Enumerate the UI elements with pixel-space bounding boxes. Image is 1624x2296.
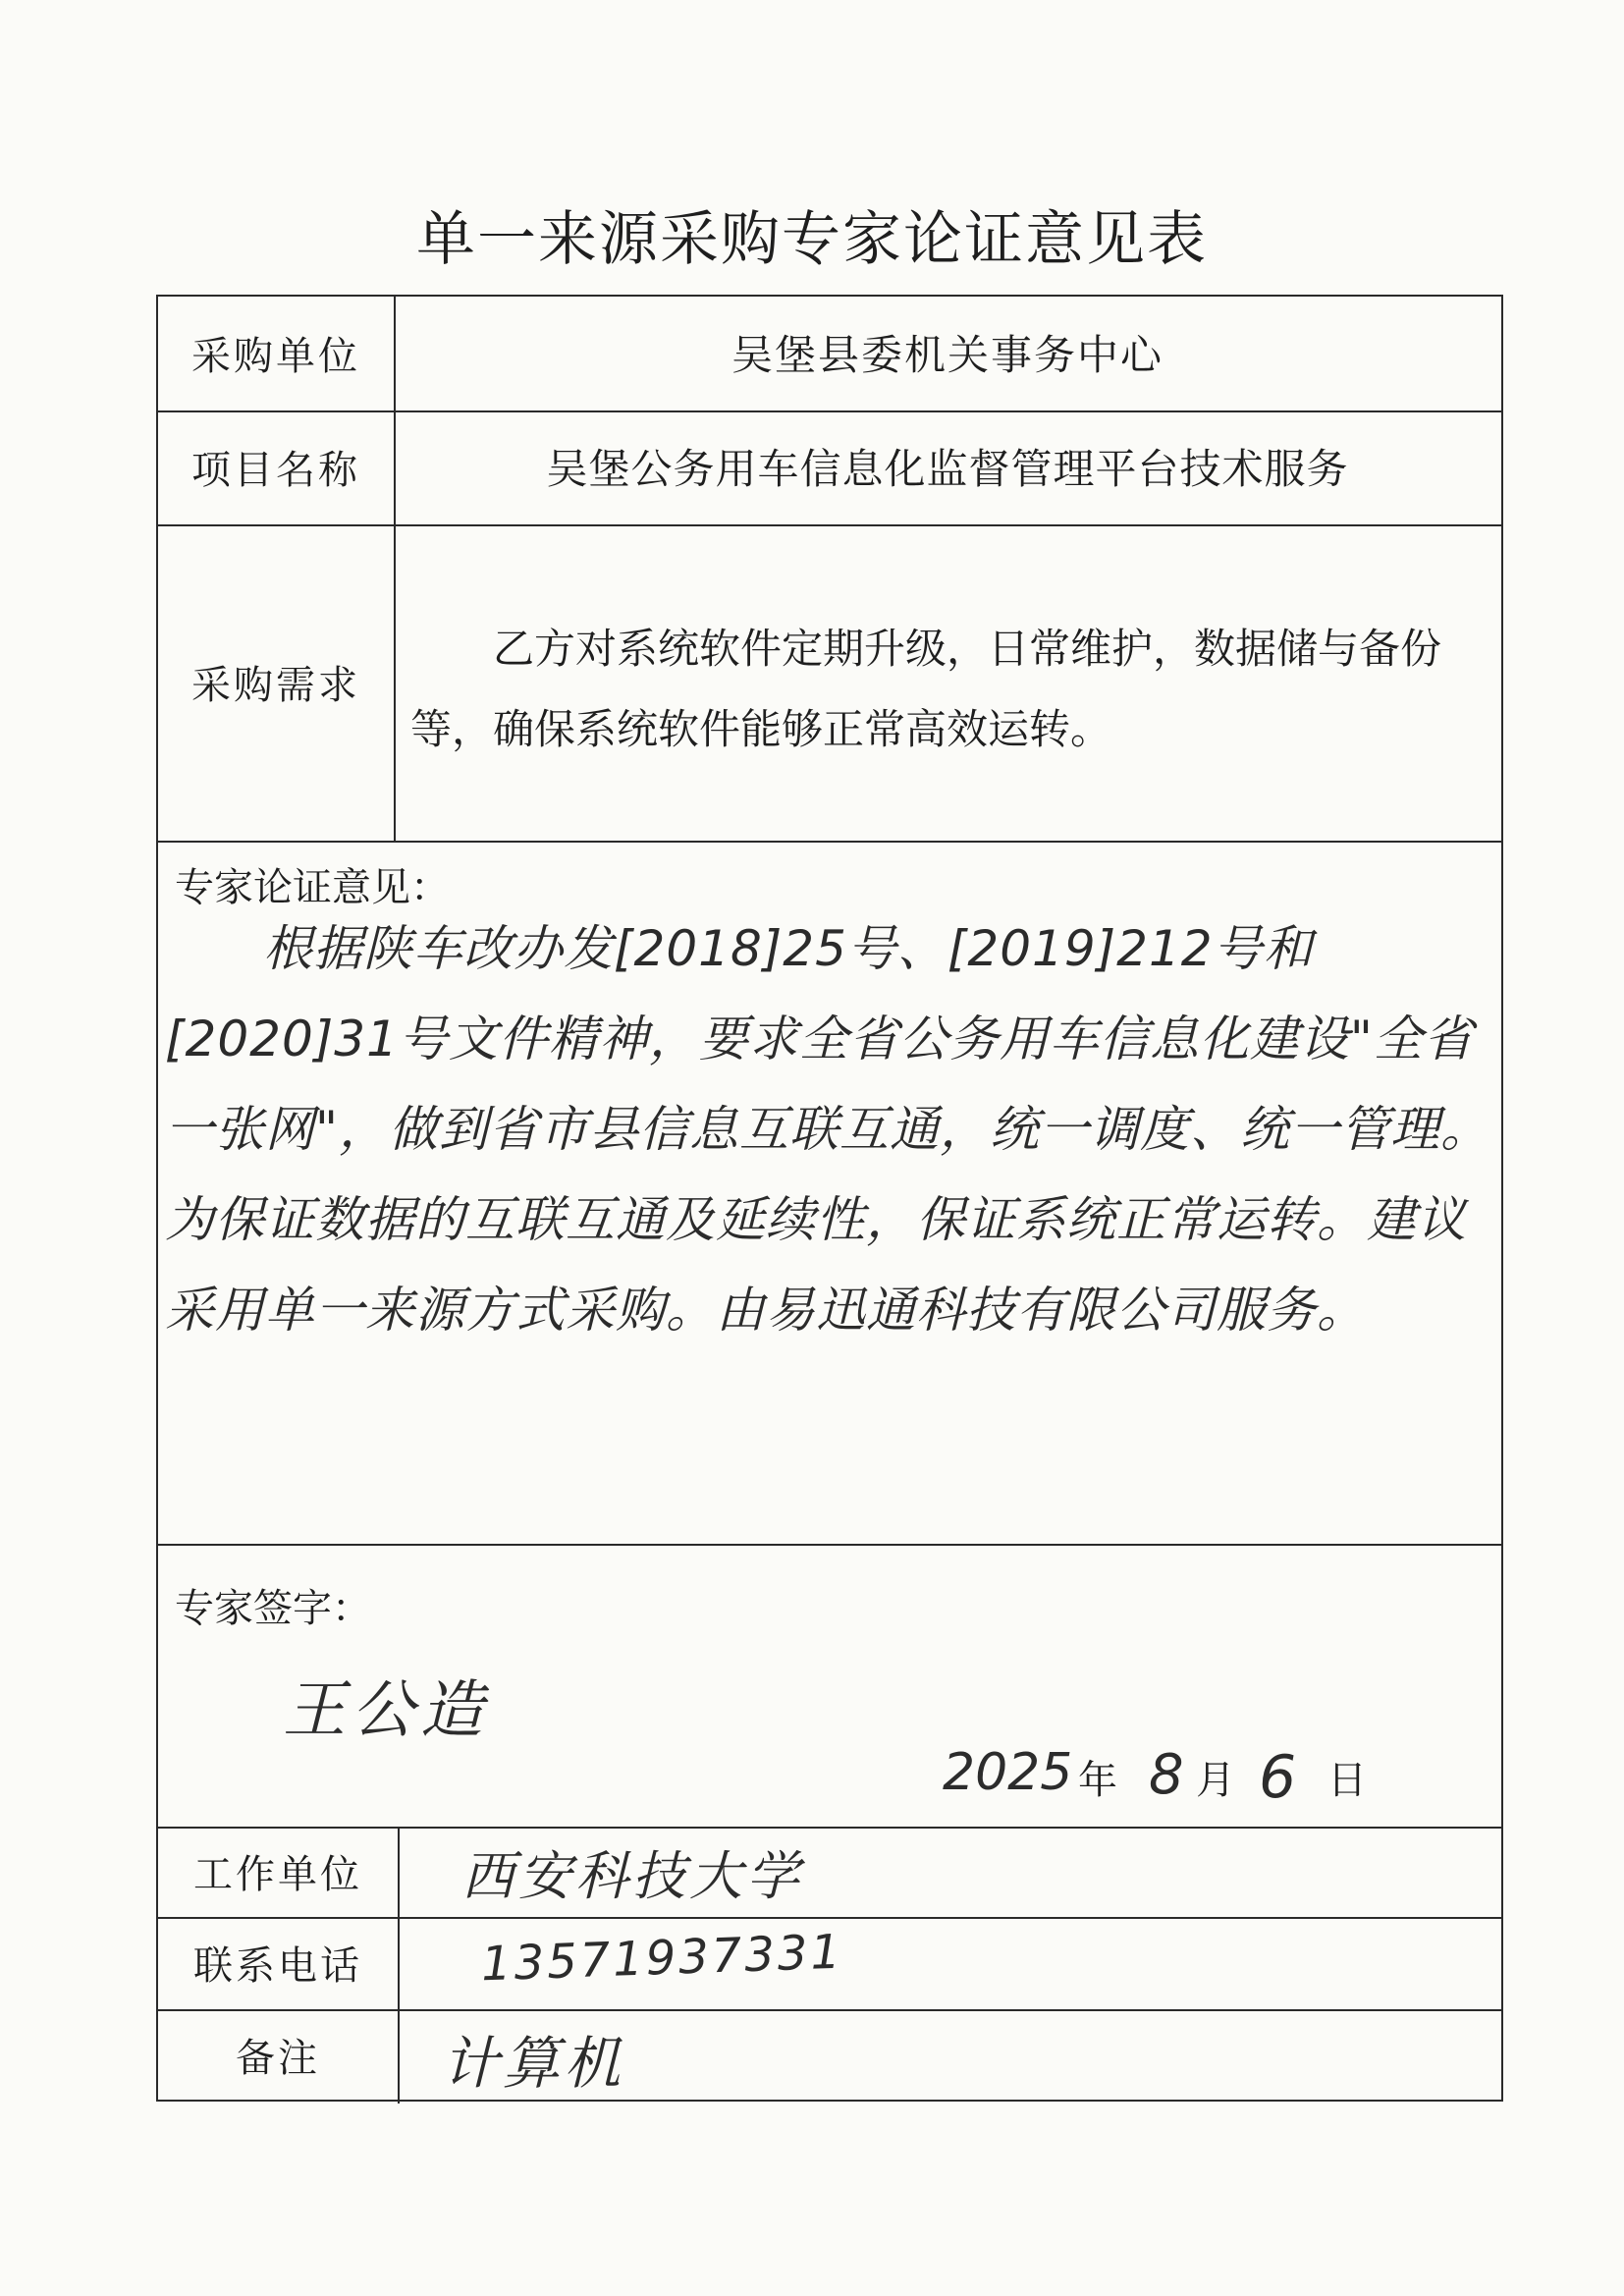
- date-year-unit: 年: [1078, 1758, 1117, 1803]
- signature-label: 专家签字：: [175, 1586, 371, 1631]
- opinion-handwriting: 根据陕车改办发[2018]25号、[2019]212号和[2020]31号文件精神，要求全省公务用车信息化建设"全省一张网"，做到省市县信息互联互通，统一调度、统一管理。为保证数据的互联互通及延续性，保证系统正常运转。建议采用单一来源方式采购。由易迅通科技有限公司服务。: [165, 920, 1490, 1339]
- workplace-value: 西安科技大学: [461, 1845, 803, 1907]
- date-year: 2025: [943, 1743, 1073, 1802]
- project-value: 吴堡公务用车信息化监督管理平台技术服务: [546, 445, 1349, 493]
- row-divider: [158, 1544, 1501, 1546]
- date-day: 6: [1259, 1743, 1297, 1812]
- date-month-unit: 月: [1196, 1758, 1235, 1803]
- signature-date: [943, 1743, 1473, 1822]
- row-divider: [158, 841, 1501, 843]
- opinion-label: 专家论证意见：: [175, 865, 450, 910]
- expert-signature: 王公造: [283, 1674, 489, 1747]
- purchaser-label: 采购单位: [191, 333, 360, 379]
- workplace-label: 工作单位: [193, 1851, 362, 1897]
- remark-label: 备注: [236, 2035, 320, 2081]
- project-label: 项目名称: [191, 447, 360, 493]
- date-month: 8: [1149, 1743, 1184, 1807]
- purchaser-value: 吴堡县委机关事务中心: [731, 331, 1164, 379]
- phone-label: 联系电话: [193, 1942, 362, 1989]
- column-divider: [398, 1827, 400, 2104]
- date-day-unit: 日: [1327, 1758, 1367, 1803]
- form-title: 单一来源采购专家论证意见表: [416, 205, 1208, 274]
- phone-value: 13571937331: [480, 1924, 844, 1993]
- remark-value: 计算机: [442, 2030, 625, 2097]
- requirement-label: 采购需求: [191, 662, 360, 708]
- requirement-value: 乙方对系统软件定期升级，日常维护，数据储与备份等，确保系统软件能够正常高效运转。: [410, 625, 1442, 753]
